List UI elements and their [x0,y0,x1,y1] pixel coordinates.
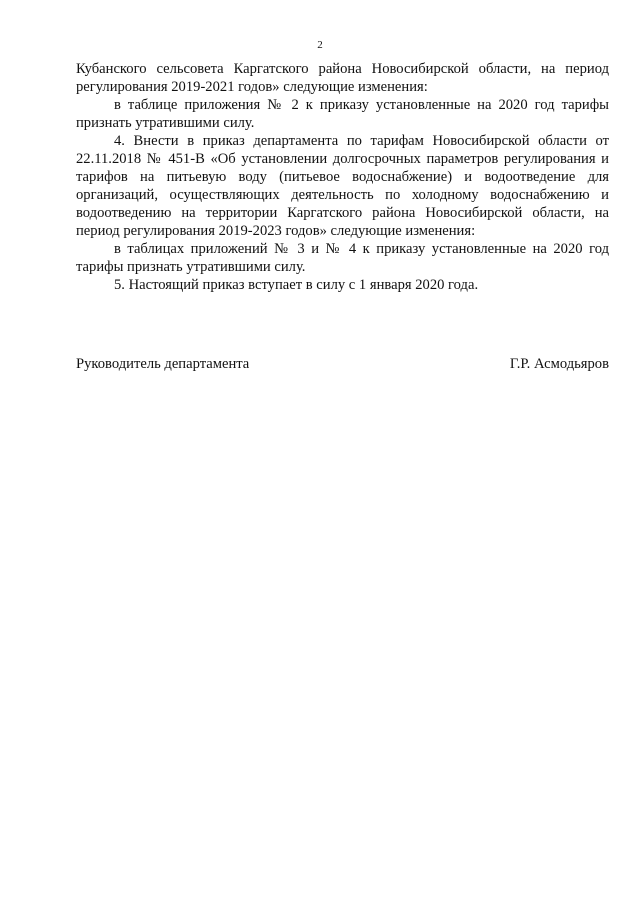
text-line: признать утратившими силу. [76,115,255,131]
text-line: 22.11.2018 № 451-В «Об установлении долгосрочных параметров регулирования и [76,151,609,167]
page-number: 2 [317,39,323,51]
text-line: в таблице приложения № 2 к приказу установленные на 2020 год тарифы [114,97,609,113]
text-line: 5. Настоящий приказ вступает в силу с 1 января 2020 года. [114,277,479,293]
text-line: водоотведению на территории Каргатского района Новосибирской области, на [76,205,609,221]
text-line: в таблицах приложений № 3 и № 4 к приказу установленные на 2020 год [114,241,609,257]
document-body [76,60,609,294]
text-line: регулирования 2019-2021 годов» следующие изменения: [76,79,428,95]
text-line: Кубанского сельсовета Каргатского района Новосибирской области, на период [76,61,609,77]
signature-block [76,355,609,373]
signatory-name: Г.Р. Асмодьяров [509,356,609,372]
text-line: тарифов на питьевую воду (питьевое водоснабжение) и водоотведение для [76,169,609,185]
text-line: организаций, осуществляющих деятельность по холодному водоснабжению и [76,187,609,203]
signatory-position: Руководитель департамента [76,356,250,372]
text-line: тарифы признать утратившими силу. [76,259,306,275]
text-line: период регулирования 2019-2023 годов» следующие изменения: [76,223,476,239]
text-line: 4. Внести в приказ департамента по тарифам Новосибирской области от [114,133,609,149]
